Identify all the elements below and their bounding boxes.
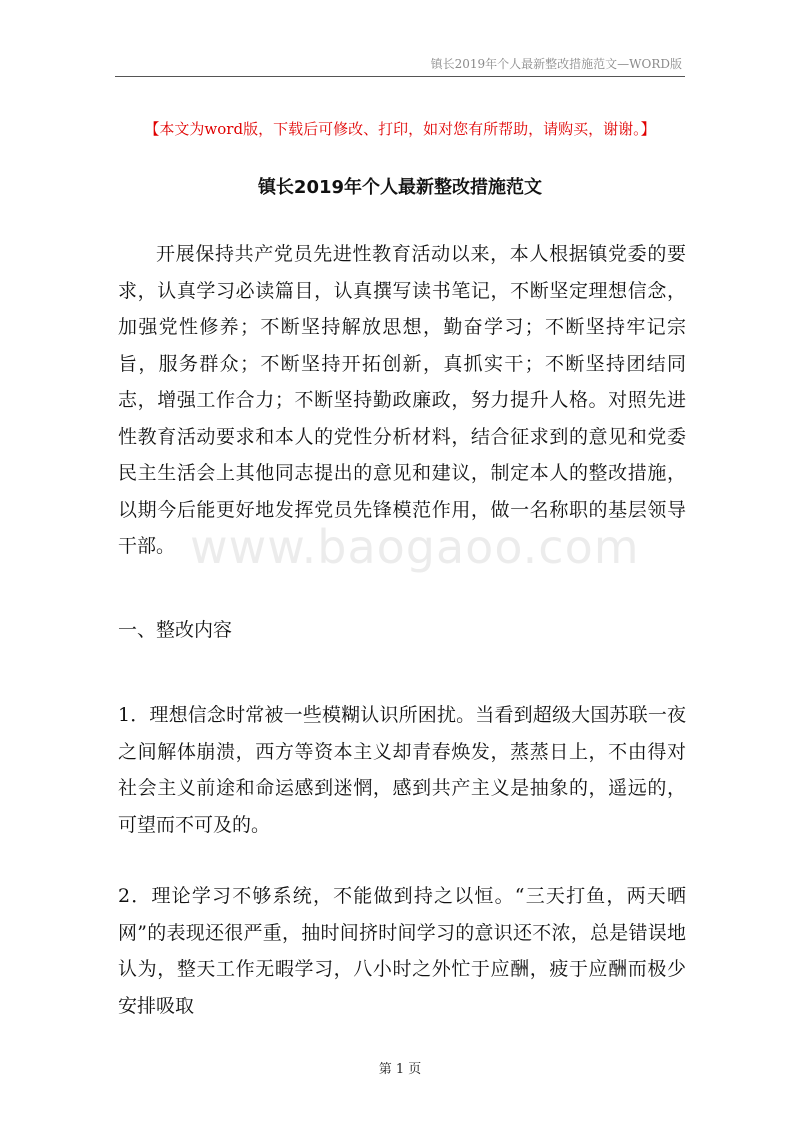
page-number: 第 1 页 — [378, 1062, 422, 1077]
list-item: 2．理论学习不够系统，不能做到持之以恒。“三天打鱼，两天晒网”的表现还很严重，抽时间挤时间学习的意识还不浓，总是错误地认为，整天工作无暇学习，八小时之外忙于应酬，疲于应酬而极少安排吸取 — [118, 885, 686, 1017]
section-heading: 一、整改内容 — [118, 619, 233, 641]
watermark: www.baogaoo.com — [190, 520, 640, 574]
list-item: 1．理想信念时常被一些模糊认识所困扰。当看到超级大国苏联一夜之间解体崩溃，西方等资本主义却青春焕发，蒸蒸日上，不由得对社会主义前途和命运感到迷惘，感到共产主义是抽象的，遥远的，可望而不可及的。 — [118, 704, 686, 836]
running-header: 镇长2019年个人最新整改措施范文—WORD版 — [430, 57, 682, 71]
document-title: 镇长2019年个人最新整改措施范文 — [257, 177, 543, 198]
header-divider — [115, 76, 685, 77]
purchase-notice: 【本文为word版，下载后可修改、打印，如对您有所帮助，请购买，谢谢。】 — [144, 120, 656, 138]
intro-paragraph: 开展保持共产党员先进性教育活动以来，本人根据镇党委的要求，认真学习必读篇目，认真撰写读书笔记，不断坚定理想信念，加强党性修养；不断坚持解放思想，勤奋学习；不断坚持牢记宗旨，服务群众；不断坚持开拓创新，真抓实干；不断坚持团结同志，增强工作合力；不断坚持勤政廉政，努力提升人格。对照先进性教育活动要求和本人的党性分析材料，结合征求到的意见和党委民主生活会上其他同志提出的意见和建议，制定本人的整改措施，以期今后能更好地发挥党员先锋模范作用，做一名称职的基层领导干部。 — [118, 243, 686, 557]
